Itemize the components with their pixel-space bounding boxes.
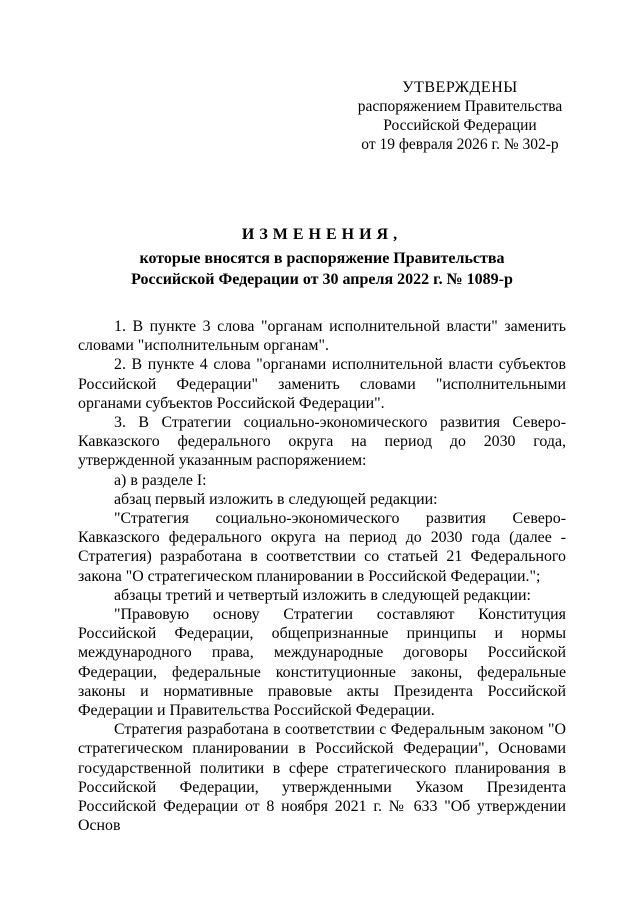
document-subtitle-line-2: Российской Федерации от 30 апреля 2022 г. № 1089-р <box>131 271 513 288</box>
approval-stamp <box>340 78 580 154</box>
approval-line-2: Российской Федерации <box>383 117 537 134</box>
document-subtitle-line-1: которые вносятся в распоряжение Правительства <box>139 250 505 267</box>
approval-line-1: распоряжением Правительства <box>357 98 563 115</box>
document-heading <box>78 222 566 290</box>
paragraph-instruction-2: абзацы третий и четвертый изложить в следующей редакции: <box>114 586 531 604</box>
paragraph-quote-1: "Стратегия социально-экономического развития Северо-Кавказского федерального округа на период до 2030 года (далее - Стратегия) разработана в соответствии со статьей 21 Федерального закона "О стратегическом планировании в Российской Федерации."; <box>78 510 566 585</box>
paragraph-item-3: 3. В Стратегии социально-экономического развития Северо-Кавказского федерального округа на период до 2030 года, утвержденной указанным распоряжением: <box>78 414 566 470</box>
paragraph-quote-3: Стратегия разработана в соответствии с Федеральным законом "О стратегическом планировании в Российской Федерации", Основами государственной политики в сфере стратегического планирования в Российской Федерации, утвержденными Указом Президента Российской Федерации от 8 ноября 2021 г. № 633 "Об утверждении Основ <box>78 721 566 835</box>
approved-label: УТВЕРЖДЕНЫ <box>402 79 518 96</box>
paragraph-instruction-1: абзац первый изложить в следующей редакции: <box>114 490 438 508</box>
approval-line-3: от 19 февраля 2026 г. № 302-р <box>361 136 559 153</box>
paragraph-item-2: 2. В пункте 4 слова "органами исполнительной власти субъектов Российской Федерации" заменить словами "исполнительными органами субъектов Российской Федерации". <box>78 356 566 412</box>
paragraph-item-1: 1. В пункте 3 слова "органам исполнительной власти" заменить словами "исполнительным органам". <box>78 318 566 355</box>
paragraph-subitem-a: а) в разделе I: <box>114 471 207 489</box>
document-body <box>78 317 566 835</box>
document-title: ИЗМЕНЕНИЯ, <box>241 226 403 243</box>
paragraph-quote-2: "Правовую основу Стратегии составляют Конституция Российской Федерации, общепризнанные принципы и нормы международного права, международные договоры Российской Федерации, федеральные конституционные законы, федеральные законы и нормативные правовые акты Президента Российской Федерации и Правительства Российской Федерации. <box>78 606 566 720</box>
